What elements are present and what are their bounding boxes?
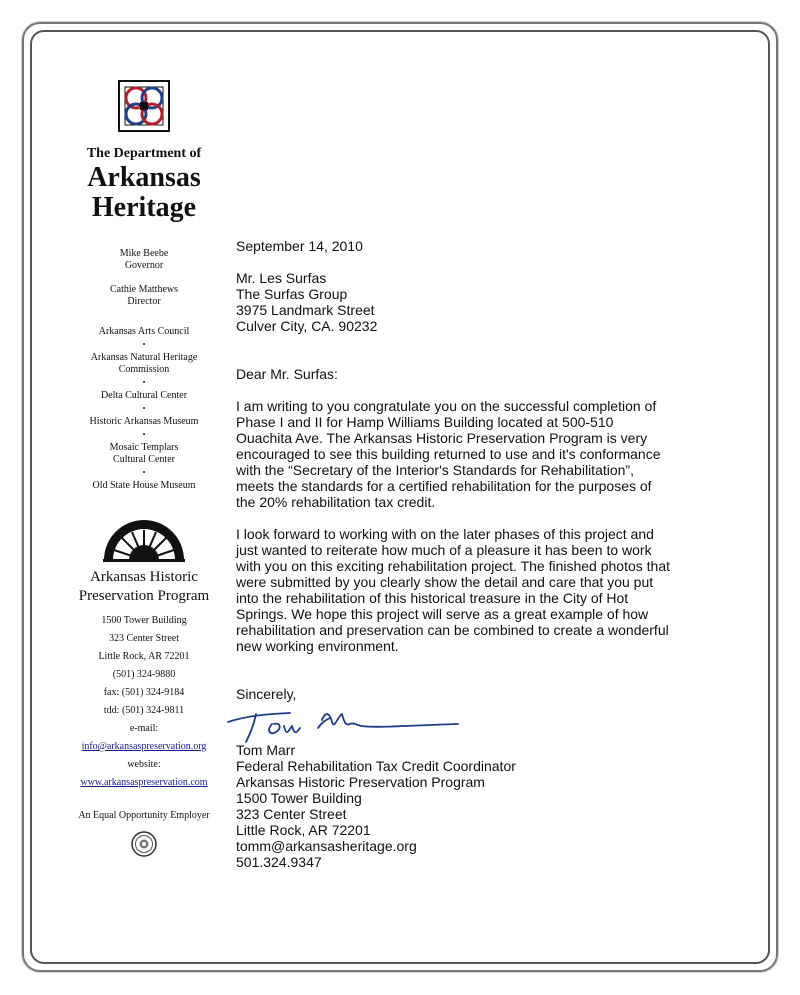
dept-name-line2: Heritage	[91, 192, 197, 223]
signer-line: Tom Marr	[236, 742, 296, 758]
agency-mosaic-templars-line2: Cultural Center	[113, 454, 175, 465]
address-line1: 1500 Tower Building	[101, 615, 187, 626]
paragraph-2: I look forward to working with on the later phases of this project and just wanted to reiterate how much of a pleasure it has been to work with you on this exciting rehabilitation project. The finished photos that were submitted by you clearly show the detail and care that you put into the rehabilitation of this historical treasure in the City of Hot Springs. We hope this project will serve as a great example of how rehabilitation and preservation can be combined to create a wonderful new working environment.	[236, 526, 670, 654]
salutation: Dear Mr. Surfas:	[236, 366, 338, 382]
governor-title: Governor	[124, 260, 164, 271]
ahpp-name-line2: Preservation Program	[78, 588, 210, 604]
dept-name-line1: Arkansas	[87, 162, 201, 193]
governor-name: Mike Beebe	[119, 248, 169, 259]
address-line3: Little Rock, AR 72201	[98, 651, 190, 662]
separator-dot: •	[142, 404, 146, 413]
signer-line: tomm@arkansasheritage.org	[236, 838, 417, 854]
separator-dot: •	[142, 340, 146, 349]
recipient-line: Culver City, CA. 90232	[236, 318, 378, 334]
recipient-line: The Surfas Group	[236, 286, 348, 302]
email-link[interactable]: info@arkansaspreservation.org	[81, 741, 207, 752]
website-link[interactable]: www.arkansaspreservation.com	[80, 777, 208, 788]
dept-of: The Department of	[86, 146, 202, 161]
tdd: tdd: (501) 324-9811	[103, 705, 185, 716]
agency-mosaic-templars: Mosaic Templars	[109, 442, 179, 453]
director-name: Cathie Matthews	[109, 284, 179, 295]
separator-dot: •	[142, 378, 146, 387]
address-line2: 323 Center Street	[109, 633, 179, 644]
agency-delta-cultural: Delta Cultural Center	[100, 390, 188, 401]
ahpp-name-line1: Arkansas Historic	[90, 569, 198, 585]
agency-arts-council: Arkansas Arts Council	[98, 326, 190, 337]
signer-line: 323 Center Street	[236, 806, 347, 822]
separator-dot: •	[142, 468, 146, 477]
recipient-line: Mr. Les Surfas	[236, 270, 327, 286]
letter-body	[236, 238, 672, 870]
website-label: website:	[127, 759, 161, 770]
agency-historic-museum: Historic Arkansas Museum	[89, 416, 199, 427]
paragraph-1: I am writing to you congratulate you on the successful completion of Phase I and II for Hamp Williams Building located at 500-510 Ouachita Ave. The Arkansas Historic Preservation Program is very encouraged to see this building returned to use and it's conformance with the “Secretary of the Interior's Standards for Rehabilitation”, meets the standards for a certified rehabilitation for the purposes of the 20% rehabilitation tax credit.	[236, 398, 661, 510]
agency-natural-heritage: Arkansas Natural Heritage	[90, 352, 198, 363]
closing: Sincerely,	[236, 686, 297, 702]
phone: (501) 324-9880	[112, 669, 176, 680]
signer-line: 501.324.9347	[236, 854, 322, 870]
state-seal-icon	[131, 831, 157, 857]
signer-line: Federal Rehabilitation Tax Credit Coordinator	[236, 758, 516, 774]
director-title: Director	[127, 296, 161, 307]
signer-line: Little Rock, AR 72201	[236, 822, 371, 838]
equal-opportunity-employer: An Equal Opportunity Employer	[78, 810, 210, 821]
email-label: e-mail:	[129, 723, 159, 734]
agency-natural-heritage-line2: Commission	[118, 364, 170, 375]
signature-image	[226, 700, 476, 748]
separator-dot: •	[142, 430, 146, 439]
sidebar	[60, 70, 228, 857]
fax: fax: (501) 324-9184	[103, 687, 185, 698]
heritage-logo-icon	[118, 80, 170, 132]
letter-date: September 14, 2010	[236, 238, 363, 254]
fanlight-icon	[99, 516, 189, 562]
agency-old-state-house: Old State House Museum	[92, 480, 196, 491]
signer-line: 1500 Tower Building	[236, 790, 362, 806]
signer-line: Arkansas Historic Preservation Program	[236, 774, 485, 790]
recipient-line: 3975 Landmark Street	[236, 302, 375, 318]
